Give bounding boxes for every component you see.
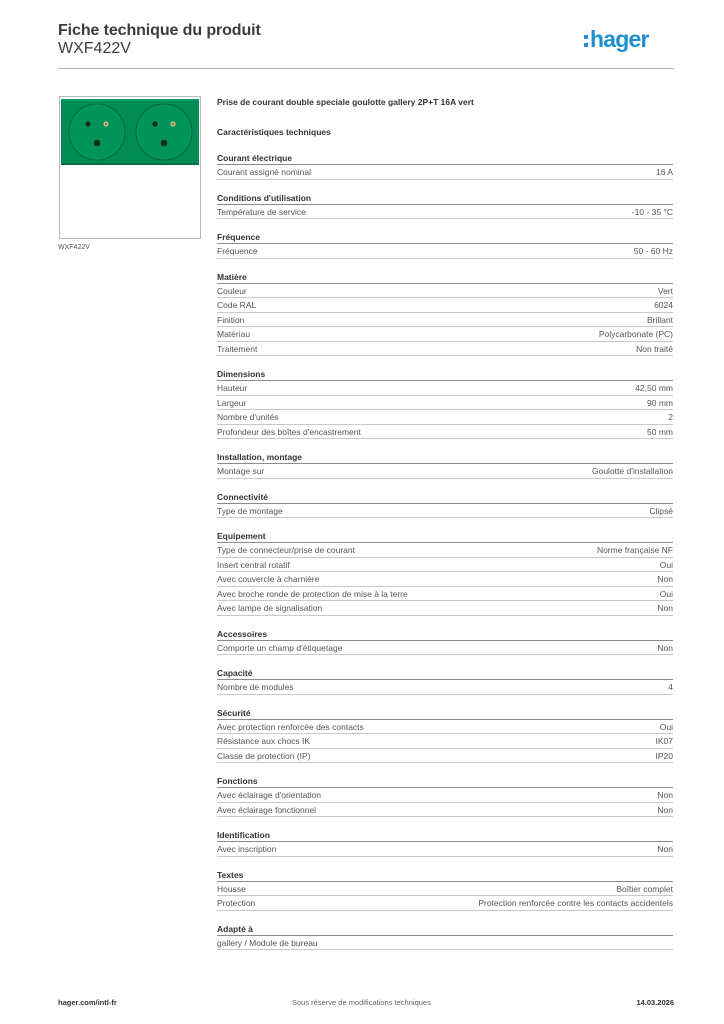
section-title: Textes — [217, 869, 673, 882]
spec-row — [217, 425, 673, 440]
section-title: Accessoires — [217, 628, 673, 641]
section-title: Matière — [217, 271, 673, 284]
product-image — [59, 96, 201, 239]
header-divider — [58, 68, 674, 69]
spec-label: Avec couvercle à charnière — [217, 574, 320, 584]
spec-value: Non — [657, 804, 673, 815]
spec-row — [217, 244, 673, 259]
spec-row — [217, 558, 673, 573]
spec-row — [217, 381, 673, 396]
spec-section — [217, 368, 673, 439]
spec-label: Code RAL — [217, 300, 257, 310]
footer-website[interactable]: hager.com/intl-fr — [58, 998, 117, 1007]
spec-label: Avec éclairage fonctionnel — [217, 804, 317, 815]
spec-label: Housse — [217, 883, 246, 894]
spec-label: Protection — [217, 898, 256, 908]
spec-row — [217, 641, 673, 656]
spec-row — [217, 734, 673, 749]
spec-label: Courant assigné nominal — [217, 167, 312, 177]
spec-value: Oui — [659, 721, 673, 732]
spec-value: IK07 — [655, 736, 673, 746]
section-title: Identification — [217, 829, 673, 842]
section-title: Conditions d'utilisation — [217, 192, 673, 205]
spec-row — [217, 464, 673, 479]
spec-section — [217, 451, 673, 479]
spec-value: Vert — [657, 285, 673, 296]
spec-row — [217, 896, 673, 911]
spec-label: Avec broche ronde de protection de mise à la terre — [217, 588, 408, 599]
product-reference: WXF422V — [58, 40, 131, 57]
hager-logo — [582, 24, 674, 54]
spec-value: Non — [657, 790, 673, 800]
spec-row — [217, 313, 673, 328]
spec-label: Hauteur — [217, 383, 248, 393]
spec-row — [217, 680, 673, 695]
section-title: Dimensions — [217, 368, 673, 381]
spec-section — [217, 530, 673, 616]
spec-row — [217, 543, 673, 558]
spec-value: Goulotte d'installation — [591, 466, 673, 476]
spec-label: Avec lampe de signalisation — [217, 603, 323, 613]
spec-value: 2 — [668, 412, 673, 422]
spec-section — [217, 152, 673, 180]
spec-row — [217, 327, 673, 342]
spec-section — [217, 491, 673, 519]
spec-label: Avec protection renforcée des contacts — [217, 721, 364, 732]
section-title: Installation, montage — [217, 451, 673, 464]
spec-row — [217, 410, 673, 425]
characteristics-heading: Caractéristiques techniques — [217, 127, 331, 137]
spec-row — [217, 587, 673, 602]
spec-label: gallery / Module de bureau — [217, 937, 318, 948]
spec-section — [217, 667, 673, 695]
spec-label: Profondeur des boîtes d'encastrement — [217, 426, 361, 437]
spec-label: Insert central rotatif — [217, 559, 290, 570]
spec-row — [217, 284, 673, 299]
spec-row — [217, 788, 673, 803]
spec-row — [217, 165, 673, 180]
spec-value: Non — [657, 844, 673, 854]
socket-left — [68, 103, 126, 161]
spec-value: Oui — [659, 559, 673, 570]
footer-date: 14.03.2026 — [636, 998, 674, 1007]
section-title: Courant électrique — [217, 152, 673, 165]
spec-sections — [217, 152, 673, 950]
spec-label: Résistance aux chocs IK — [217, 736, 311, 746]
socket-right — [135, 103, 193, 161]
image-caption: WXF422V — [58, 244, 90, 251]
section-title: Fréquence — [217, 231, 673, 244]
svg-text:hager: hager — [590, 26, 649, 52]
product-description: Prise de courant double speciale goulotte gallery 2P+T 16A vert — [217, 97, 474, 107]
spec-row — [217, 205, 673, 220]
spec-section — [217, 192, 673, 220]
spec-value: Non — [657, 603, 673, 613]
spec-row — [217, 601, 673, 616]
spec-value: Norme française NF — [596, 545, 673, 555]
spec-label: Montage sur — [217, 466, 265, 476]
spec-section — [217, 271, 673, 357]
spec-value: -10 - 35 °C — [631, 206, 673, 217]
spec-value: 50 - 60 Hz — [633, 246, 673, 256]
specifications — [217, 96, 673, 950]
spec-section — [217, 923, 673, 951]
spec-label: Nombre d'unités — [217, 412, 279, 422]
spec-value: 4 — [668, 682, 673, 692]
spec-label: Avec éclairage d'orientation — [217, 790, 322, 800]
spec-label: Température de service — [217, 206, 306, 217]
page-header — [58, 20, 674, 70]
spec-value: Brillant — [647, 314, 673, 325]
spec-value: 90 mm — [647, 397, 673, 408]
spec-section — [217, 775, 673, 817]
spec-row — [217, 342, 673, 357]
spec-value: 16 A — [655, 167, 673, 177]
section-title: Adapté à — [217, 923, 673, 936]
spec-label: Comporte un champ d'étiquetage — [217, 642, 343, 653]
spec-label: Traitement — [217, 343, 258, 354]
spec-label: Largeur — [217, 397, 247, 408]
double-socket-illustration — [60, 97, 200, 238]
spec-row — [217, 882, 673, 897]
spec-label: Matériau — [217, 329, 251, 339]
spec-value: Non — [657, 642, 673, 653]
spec-value: IP20 — [655, 750, 673, 761]
section-title: Equipement — [217, 530, 673, 543]
spec-section — [217, 869, 673, 911]
spec-section — [217, 707, 673, 764]
spec-row — [217, 572, 673, 587]
spec-value: Polycarbonate (PC) — [598, 329, 673, 339]
spec-label: Classe de protection (IP) — [217, 750, 311, 761]
spec-row — [217, 749, 673, 764]
spec-row — [217, 504, 673, 519]
spec-value: 42,50 mm — [635, 383, 673, 393]
spec-row — [217, 720, 673, 735]
spec-label: Finition — [217, 314, 245, 325]
spec-value: Non — [657, 574, 673, 584]
spec-label: Type de montage — [217, 505, 283, 516]
spec-row — [217, 842, 673, 857]
spec-value: Non traité — [636, 343, 673, 354]
section-title: Connectivité — [217, 491, 673, 504]
spec-value: 6024 — [654, 300, 673, 310]
spec-row — [217, 298, 673, 313]
spec-value: Boîtier complet — [616, 883, 673, 894]
document-title: Fiche technique du produit — [58, 22, 261, 39]
spec-value: Protection renforcée contre les contacts accidentels — [478, 898, 673, 908]
spec-label: Avec inscription — [217, 844, 277, 854]
section-title: Fonctions — [217, 775, 673, 788]
footer-notice: Sous réserve de modifications techniques — [292, 998, 431, 1007]
spec-section — [217, 231, 673, 259]
spec-row — [217, 803, 673, 818]
spec-value: Oui — [659, 588, 673, 599]
spec-label: Fréquence — [217, 246, 258, 256]
spec-section — [217, 628, 673, 656]
spec-label: Couleur — [217, 285, 247, 296]
spec-row — [217, 396, 673, 411]
section-title: Sécurité — [217, 707, 673, 720]
spec-label: Type de connecteur/prise de courant — [217, 545, 355, 555]
spec-value: Clipsé — [649, 505, 673, 516]
spec-label: Nombre de modules — [217, 682, 294, 692]
spec-section — [217, 829, 673, 857]
spec-value: 50 mm — [647, 426, 673, 437]
section-title: Capacité — [217, 667, 673, 680]
spec-row — [217, 936, 673, 951]
